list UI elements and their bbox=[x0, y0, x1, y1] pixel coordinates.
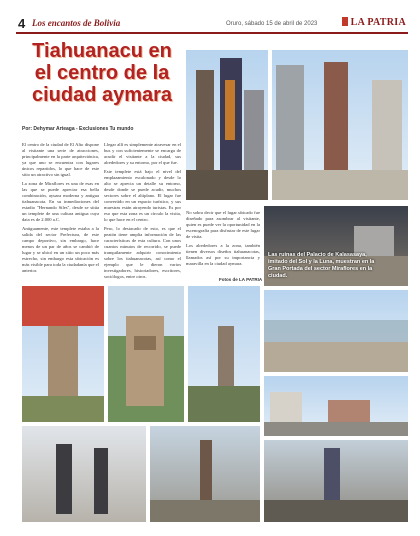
paragraph: Pero, lo destacado de esto, es que el peatón tiene amplia información de las características de esta cultura. Con unos cuantos minutos de recorrido, se puede tranquilamente adquirir conocimiento sobre los tiahuanacotas, así como el ejemplo que le dieron varios investigadores, historiadores, escritores, sociólogos, entre otros. bbox=[104, 226, 181, 279]
article-column-3 bbox=[186, 210, 260, 278]
page-header bbox=[16, 14, 408, 34]
photo-monolith-fence bbox=[264, 440, 408, 522]
article-title: Tiahuanacu en el centro de la ciudad aymara bbox=[31, 40, 173, 106]
paragraph: Los alrededores a la zona, también tienen diversos diseños tiahuanacotas, llamados así por su importancia y maravilla en la ciudad aymara. bbox=[186, 243, 260, 266]
article-column-2 bbox=[104, 142, 181, 282]
paragraph: Llegar allí es simplemente atravesar en el bus y con suficientemente se encarga de acudir el visitante a la ciudad, sus alrededores y su entorno, por el que fue. bbox=[104, 142, 181, 165]
photo-caption: Las ruinas del Palacio de Kalasasaya, imitado del Sol y la Luna, muestran en la Gran Portada del sector Miraflores en la ciudad. bbox=[268, 252, 375, 279]
newspaper-name: LA PATRIA bbox=[350, 17, 406, 28]
photo-credit: Fotos de LA PATRIA bbox=[219, 277, 263, 282]
paragraph: El centro de la ciudad de El Alto dispone al visitante una serie de atracciones, principalmente en la parte arquitectónica, ya que uno se encuentra con lugares únicos repartidos, lo que hace de este sitio un atractivo sin igual. bbox=[22, 142, 99, 177]
newspaper-page bbox=[16, 14, 408, 524]
photo-carved-stone bbox=[108, 286, 184, 422]
photo-plaza bbox=[264, 206, 408, 286]
photo-city-block bbox=[264, 376, 408, 436]
article-column-1 bbox=[22, 142, 99, 282]
photo-glass-railing bbox=[264, 290, 408, 372]
photo-tall-monolith bbox=[272, 50, 408, 200]
paragraph: Este templete está bajo el nivel del emplazamiento escalonado y desde lo alto se aprecia un detalle su entorno, desde donde se puede acudir, muchos sectores sobre el altiplano. El lugar fue convertido en un espacio turístico, y sus muestras están atrayendo turistas. Es por eso que esta zona es un círculo la visita, lo que hace en el centro. bbox=[104, 169, 181, 222]
photo-red-building bbox=[22, 286, 104, 422]
article-byline: Por: Dehymar Arteaga - Exclusiones Tu mundo bbox=[22, 126, 134, 132]
photo-monoliths bbox=[186, 50, 268, 200]
section-title: Los encantos de Bolivia bbox=[32, 18, 121, 28]
page-number: 4 bbox=[18, 16, 26, 31]
flame-icon bbox=[342, 17, 348, 26]
photo-plaza-monolith bbox=[150, 426, 260, 522]
paragraph: La zona de Miraflores es una de esas en las que se puede apreciar esa bella combinación, ayuara moderna y antigua tiahuanacota. En su inmediaciones del estadio "Hernando Siles", desde se sitúa un templete de una cultura antigua cuya data es de 2.000 a.C. bbox=[22, 181, 99, 222]
paragraph: No sobra decir que el lugar ubicado fue diseñado para asombrar al visitante, quien es puede ver la oportunidad en la escenografía para disfrutar de este lugar de visita. bbox=[186, 210, 260, 239]
paragraph: Antiguamente, este templete estaba a la salida del sector Prefectura, de este campo deportivo, sin embargo, hace menos de un par de años se cambió de lugar y se ubicó en un sitio un poco más estrecho, sin embargo esta ubicación es más visible para toda la ciudadanía que el anterior. bbox=[22, 226, 99, 273]
photo-standing-stones bbox=[188, 286, 260, 422]
issue-date: Oruro, sábado 15 de abril de 2023 bbox=[226, 21, 318, 27]
photo-statues bbox=[22, 426, 146, 522]
newspaper-logo bbox=[342, 17, 406, 28]
